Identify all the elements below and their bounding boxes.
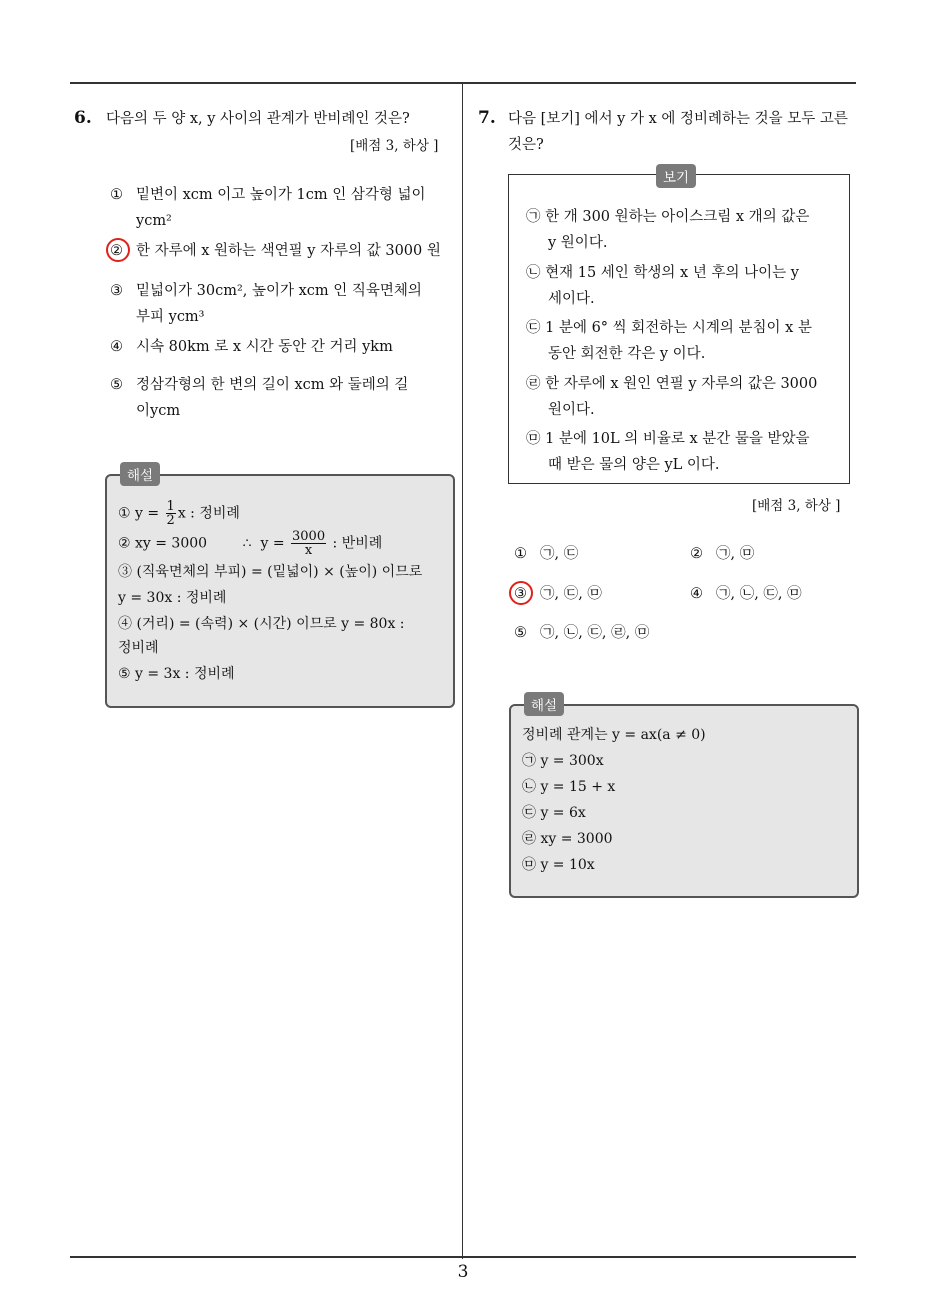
q7-choice-3[interactable]: ③ ㉠, ㉢, ㉤ [514, 586, 602, 602]
q6-solution-line-1: ① y = $\frac{1}{2}$ x : 정비례 [118, 499, 240, 528]
bogi-item-2: ㉡ 현재 15 세인 학생의 x 년 후의 나이는 y 세이다. [526, 265, 799, 307]
q7-score: [배점 3, 하상 ] [752, 498, 841, 514]
q7-solution-line-1: 정비례 관계는 y = ax(a ≠ 0) [522, 727, 706, 743]
q7-solution-line-6: ㉤ y = 10x [522, 857, 595, 873]
q7-choice-1[interactable]: ① ㉠, ㉢ [514, 546, 579, 562]
q7-number: 7. [478, 108, 496, 128]
q7-solution-line-2: ㉠ y = 300x [522, 753, 604, 769]
q7-solution-line-4: ㉢ y = 6x [522, 805, 586, 821]
q6-score: [배점 3, 하상 ] [350, 138, 439, 154]
top-rule [70, 82, 856, 84]
q7-choice-5[interactable]: ⑤ ㉠, ㉡, ㉢, ㉣, ㉤ [514, 625, 650, 641]
q6-solution-line-4: y = 30x : 정비례 [118, 590, 227, 606]
q6-choice-2[interactable]: ② 한 자루에 x 원하는 색연필 y 자루의 값 3000 원 [110, 243, 441, 259]
q7-solution-tag: 해설 [524, 692, 564, 716]
bogi-item-5: ㉤ 1 분에 10L 의 비율로 x 분간 물을 받았을 때 받은 물의 양은 yL 이다. [526, 431, 810, 473]
q6-solution-line-7: ⑤ y = 3x : 정비례 [118, 666, 235, 682]
fraction-3000-over-x: $\frac{3000}{x}$ [292, 529, 326, 558]
q6-solution-tag: 해설 [120, 462, 160, 486]
page-number: 3 [457, 1262, 469, 1282]
q6-choice-4[interactable]: ④ 시속 80km 로 x 시간 동안 간 거리 ykm [110, 339, 393, 355]
bottom-rule [70, 1256, 856, 1258]
bogi-item-1: ㉠ 한 개 300 원하는 아이스크림 x 개의 값은 y 원이다. [526, 209, 810, 251]
q7-question-text-2: 것은? [508, 137, 544, 153]
q6-solution-line-2: ② xy = 3000 ∴ y = $\frac{3000}{x}$ : 반비례 [118, 529, 383, 558]
q6-solution-line-5: ④ (거리) = (속력) × (시간) 이므로 y = 80x : [118, 616, 405, 632]
q6-choice-5[interactable]: ⑤ 정삼각형의 한 변의 길이 xcm 와 둘레의 길 이ycm [110, 377, 409, 419]
q6-solution-line-6: 정비례 [118, 640, 159, 656]
q6-choice-3[interactable]: ③ 밑넓이가 30cm², 높이가 xcm 인 직육면체의 부피 ycm³ [110, 283, 422, 325]
q6-question-text: 다음의 두 양 x, y 사이의 관계가 반비례인 것은? [106, 111, 410, 127]
q7-solution-line-5: ㉣ xy = 3000 [522, 831, 613, 847]
fraction-one-half: $\frac{1}{2}$ [166, 499, 175, 528]
q6-number: 6. [74, 108, 92, 128]
q7-choice-4[interactable]: ④ ㉠, ㉡, ㉢, ㉤ [690, 586, 802, 602]
bogi-item-3: ㉢ 1 분에 6° 씩 회전하는 시계의 분침이 x 분 동안 회전한 각은 y 이다. [526, 320, 812, 362]
q7-choice-2[interactable]: ② ㉠, ㉤ [690, 546, 755, 562]
q6-solution-line-3: ③ (직육면체의 부피) = (밑넓이) × (높이) 이므로 [118, 564, 423, 580]
q6-choice-1[interactable]: ① 밑변이 xcm 이고 높이가 1cm 인 삼각형 넓이 ycm² [110, 187, 426, 229]
column-divider [462, 83, 463, 1259]
q7-bogi-tag: 보기 [656, 164, 696, 188]
bogi-item-4: ㉣ 한 자루에 x 원인 연필 y 자루의 값은 3000 원이다. [526, 376, 818, 418]
q7-solution-line-3: ㉡ y = 15 + x [522, 779, 616, 795]
q7-question-text-1: 다음 [보기] 에서 y 가 x 에 정비례하는 것을 모두 고른 [508, 111, 848, 127]
